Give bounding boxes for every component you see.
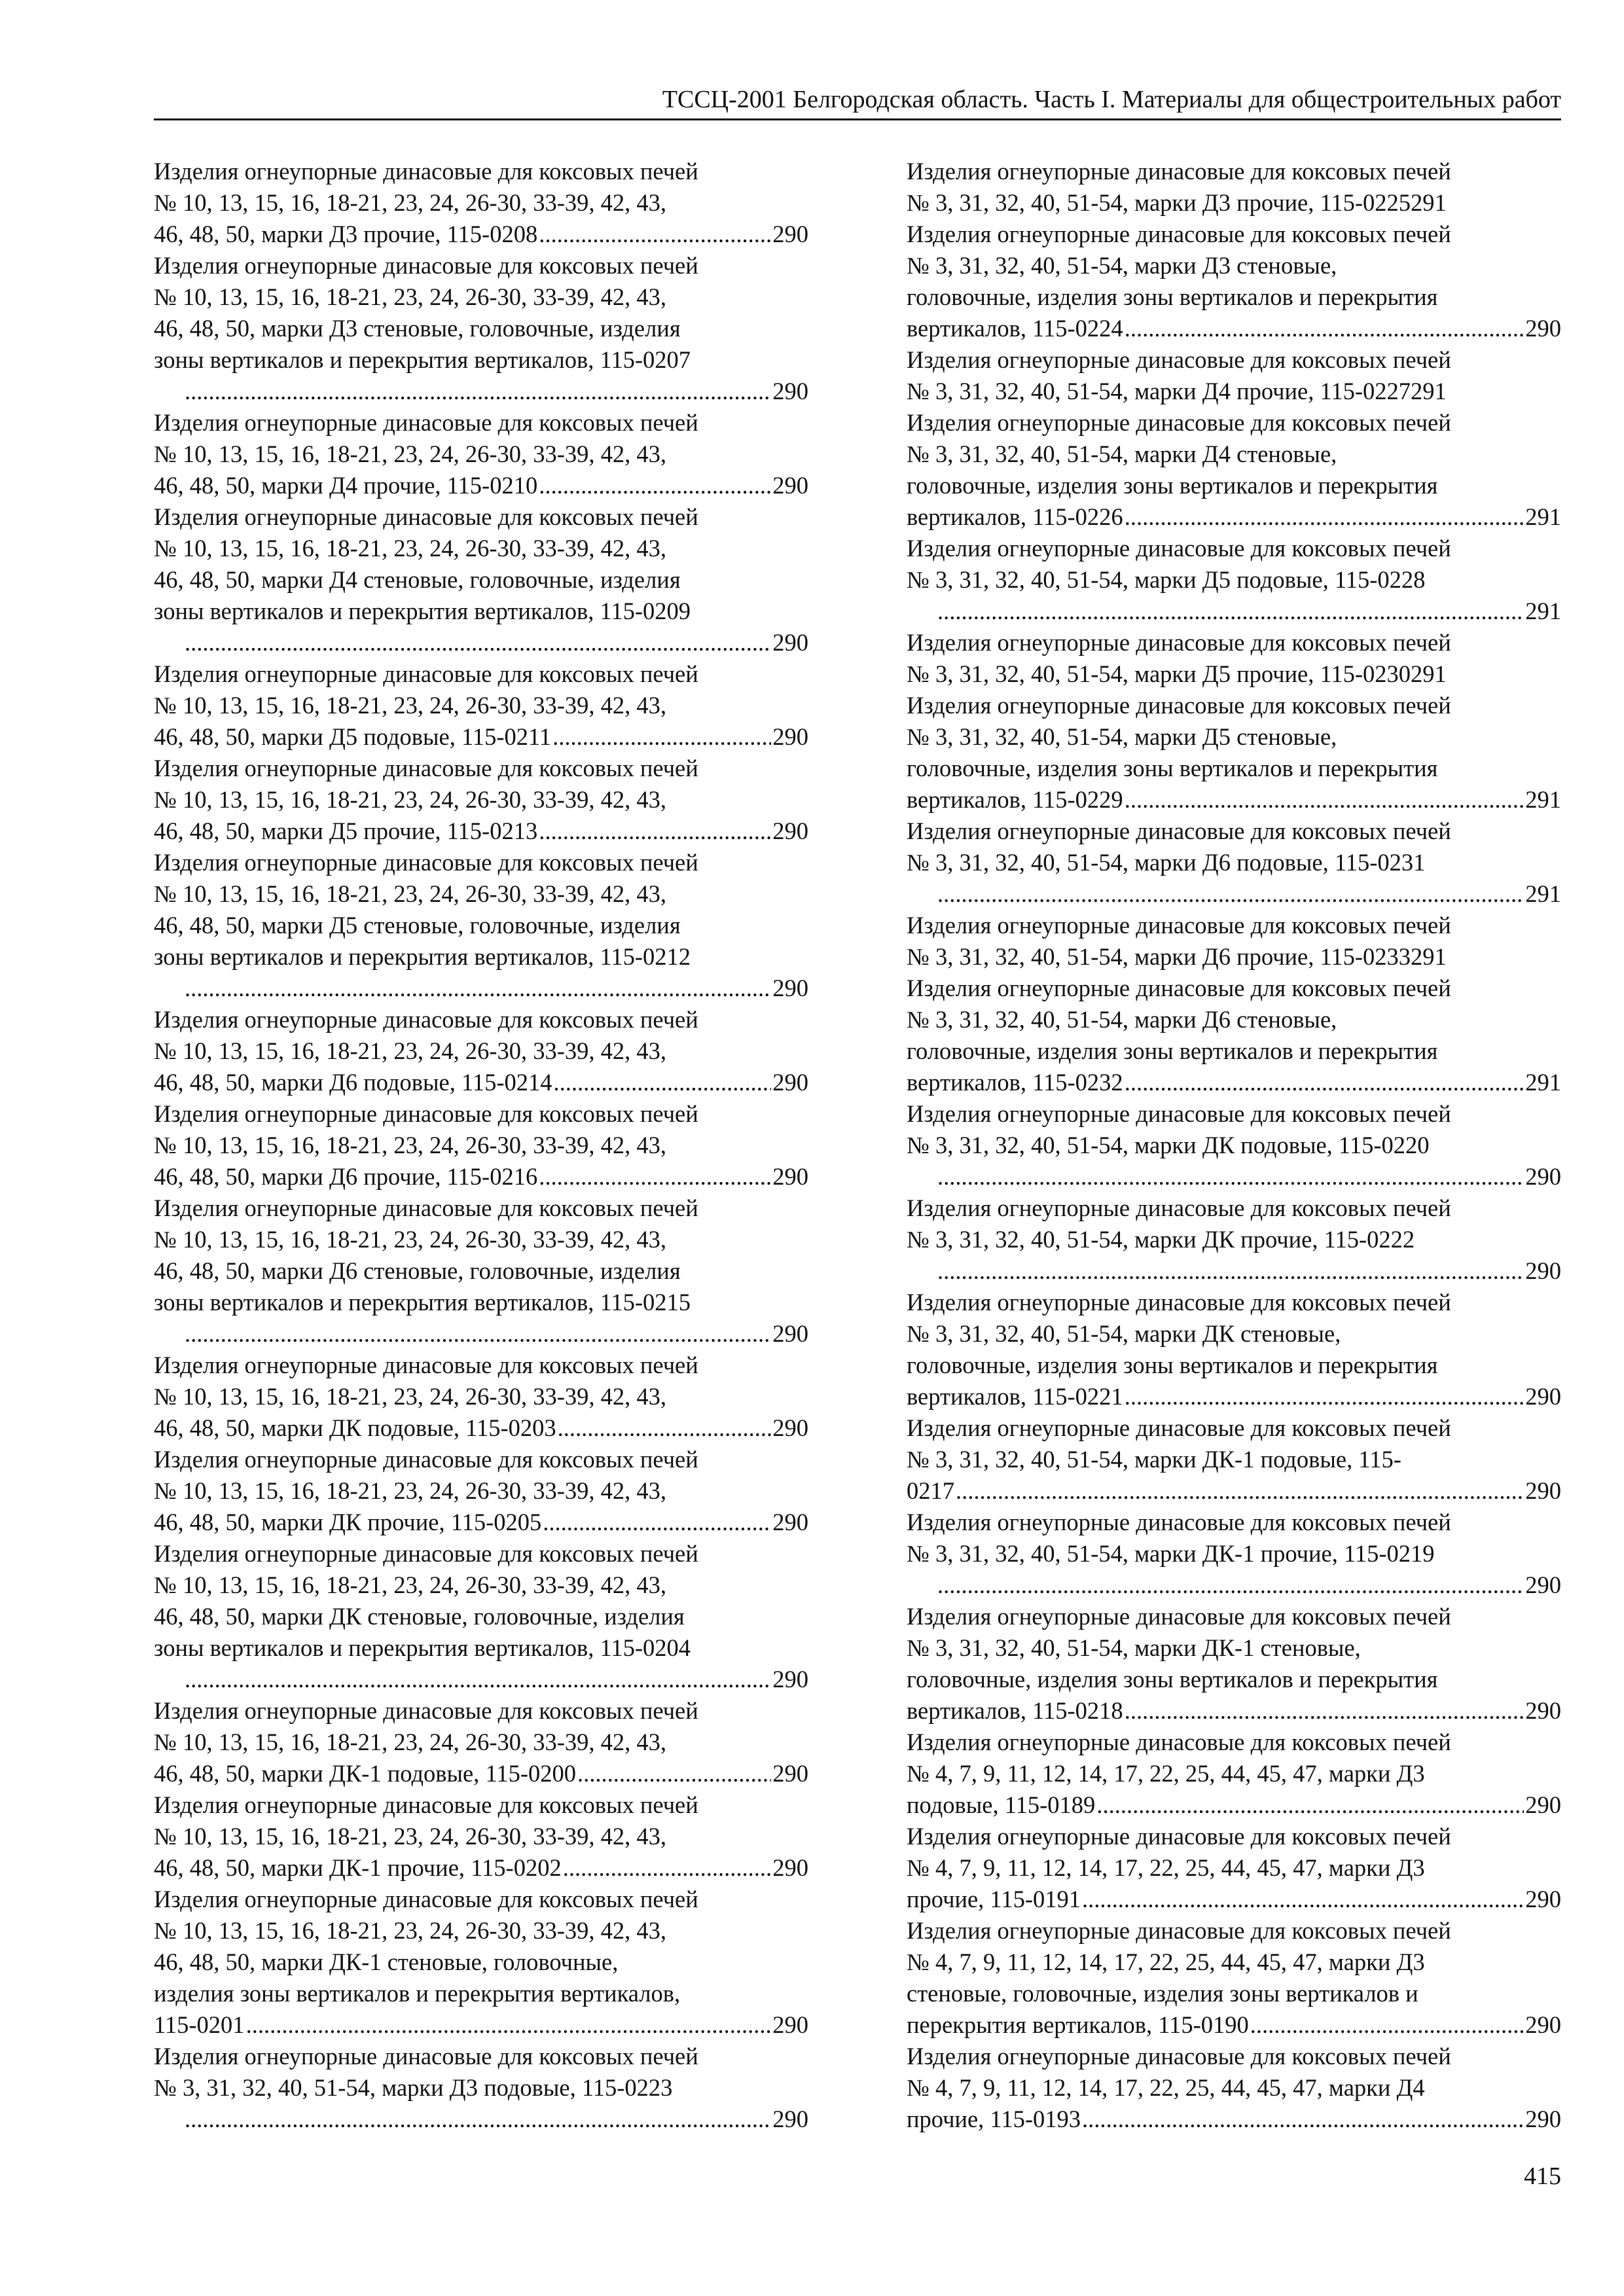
entry-line: головочные, изделия зоны вертикалов и перекрытия (907, 1352, 1438, 1378)
entry-line: Изделия огнеупорные динасовые для коксовых печей (907, 912, 1451, 939)
index-entry (907, 533, 1561, 627)
index-entry (907, 156, 1561, 219)
entry-line: 46, 48, 50, марки ДК-1 стеновые, головочные, (154, 1948, 619, 1975)
dot-leader (1125, 1381, 1525, 1412)
entry-line: Изделия огнеупорные динасовые для коксовых печей (907, 1729, 1451, 1755)
entry-line: зоны вертикалов и перекрытия вертикалов, 115-0209 (154, 598, 691, 624)
entry-page-number: 290 (772, 1163, 808, 1190)
dot-leader (539, 1161, 771, 1193)
entry-page-number: 290 (772, 221, 808, 247)
index-entry (907, 1412, 1561, 1507)
index-entry (907, 1507, 1561, 1601)
entry-line: 46, 48, 50, марки Д6 прочие, 115-0216 (154, 1163, 538, 1190)
index-entry (907, 2041, 1561, 2135)
entry-leader-line (154, 721, 808, 753)
entry-line: № 3, 31, 32, 40, 51-54, марки ДК-1 прочие, 115-0219 (907, 1540, 1435, 1567)
entry-line: зоны вертикалов и перекрытия вертикалов, 115-0204 (154, 1634, 691, 1661)
entry-line: стеновые, головочные, изделия зоны вертикалов и (907, 1980, 1418, 2007)
entry-leader-line (154, 1067, 808, 1098)
index-entry (907, 1821, 1561, 1915)
entry-line: вертикалов, 115-0224 (907, 315, 1123, 342)
entry-page-number: 290 (1525, 1697, 1561, 1724)
entry-line: Изделия огнеупорные динасовые для коксовых печей (907, 346, 1451, 373)
entry-line: 46, 48, 50, марки ДК-1 прочие, 115-0202 (154, 1854, 562, 1881)
index-column-right (907, 156, 1561, 2135)
entry-page-number: 290 (1525, 2011, 1561, 2038)
entry-line: 46, 48, 50, марки Д4 прочие, 115-0210 (154, 472, 538, 499)
entry-line: № 3, 31, 32, 40, 51-54, марки Д6 прочие, 115-0233291 (907, 943, 1447, 970)
entry-page-number: 290 (772, 2106, 808, 2132)
entry-line: № 10, 13, 15, 16, 18-21, 23, 24, 26-30, 33-39, 42, 43, (154, 1823, 667, 1850)
entry-line: № 3, 31, 32, 40, 51-54, марки Д5 прочие, 115-0230291 (907, 660, 1447, 687)
entry-line: перекрытия вертикалов, 115-0190 (907, 2011, 1249, 2038)
entry-line: Изделия огнеупорные динасовые для коксовых печей (907, 2043, 1451, 2070)
entry-line: № 3, 31, 32, 40, 51-54, марки Д6 подовые, 115-0231 (907, 849, 1426, 876)
entry-line: № 10, 13, 15, 16, 18-21, 23, 24, 26-30, 33-39, 42, 43, (154, 692, 667, 719)
entry-line: Изделия огнеупорные динасовые для коксовых печей (907, 1917, 1451, 1944)
entry-line: головочные, изделия зоны вертикалов и перекрытия (907, 1666, 1438, 1693)
dot-leader (577, 1758, 771, 1789)
dot-leader (1082, 1884, 1524, 1915)
entry-line: № 10, 13, 15, 16, 18-21, 23, 24, 26-30, 33-39, 42, 43, (154, 1477, 667, 1504)
entry-line: Изделия огнеупорные динасовые для коксовых печей (907, 1414, 1451, 1441)
entry-line: вертикалов, 115-0221 (907, 1383, 1123, 1410)
entry-leader-line (907, 1789, 1561, 1821)
dot-leader (937, 878, 1524, 910)
entry-line: 46, 48, 50, марки Д6 стеновые, головочные, изделия (154, 1257, 681, 1284)
dot-leader (1125, 501, 1525, 533)
entry-line: 46, 48, 50, марки Д6 подовые, 115-0214 (154, 1069, 552, 1096)
index-entry (154, 2041, 808, 2135)
index-entry (154, 156, 808, 250)
entry-line: Изделия огнеупорные динасовые для коксовых печей (907, 1289, 1451, 1316)
entry-line: головочные, изделия зоны вертикалов и перекрытия (907, 283, 1438, 310)
entry-page-number: 290 (1525, 1886, 1561, 1912)
entry-leader-line (183, 2104, 808, 2135)
entry-leader-line (936, 1255, 1561, 1287)
index-entry (907, 627, 1561, 690)
index-entry (154, 1193, 808, 1350)
entry-line: № 4, 7, 9, 11, 12, 14, 17, 22, 25, 44, 45, 47, марки Д3 (907, 1948, 1425, 1975)
entry-leader-line (936, 1161, 1561, 1193)
entry-line: головочные, изделия зоны вертикалов и перекрытия (907, 1037, 1438, 1064)
dot-leader (1125, 1695, 1525, 1727)
index-entry (154, 1098, 808, 1193)
index-entry (154, 1538, 808, 1695)
entry-leader-line (907, 784, 1561, 816)
entry-line: № 3, 31, 32, 40, 51-54, марки ДК-1 стеновые, (907, 1634, 1361, 1661)
entry-line: Изделия огнеупорные динасовые для коксовых печей (154, 1791, 698, 1818)
entry-line: Изделия огнеупорные динасовые для коксовых печей (154, 158, 698, 185)
entry-line: 0217 (907, 1477, 954, 1504)
entry-leader-line (154, 1852, 808, 1884)
entry-leader-line (907, 1884, 1561, 1915)
index-entry (907, 1727, 1561, 1821)
index-entry (907, 219, 1561, 344)
entry-line: Изделия огнеупорные динасовые для коксовых печей (907, 221, 1451, 247)
entry-line: № 3, 31, 32, 40, 51-54, марки ДК стеновые, (907, 1320, 1341, 1347)
entry-page-number: 290 (1525, 1163, 1561, 1190)
header-rule (154, 118, 1561, 120)
entry-line: 46, 48, 50, марки Д4 стеновые, головочные, изделия (154, 566, 681, 593)
entry-line: Изделия огнеупорные динасовые для коксовых печей (154, 1540, 698, 1567)
entry-line: № 3, 31, 32, 40, 51-54, марки Д5 подовые, 115-0228 (907, 566, 1426, 593)
dot-leader (185, 973, 771, 1004)
entry-line: 46, 48, 50, марки Д5 подовые, 115-0211 (154, 723, 552, 750)
dot-leader (937, 1570, 1524, 1601)
entry-line: № 10, 13, 15, 16, 18-21, 23, 24, 26-30, 33-39, 42, 43, (154, 189, 667, 216)
index-entry (154, 753, 808, 847)
entry-line: Изделия огнеупорные динасовые для коксовых печей (154, 755, 698, 781)
entry-line: зоны вертикалов и перекрытия вертикалов, 115-0215 (154, 1289, 691, 1316)
entry-line: изделия зоны вертикалов и перекрытия вертикалов, (154, 1980, 681, 2007)
entry-line: зоны вертикалов и перекрытия вертикалов, 115-0212 (154, 943, 691, 970)
entry-page-number: 290 (772, 723, 808, 750)
entry-line: Изделия огнеупорные динасовые для коксовых печей (907, 1509, 1451, 1535)
entry-page-number: 291 (1525, 880, 1561, 907)
entry-line: Изделия огнеупорные динасовые для коксовых печей (154, 1352, 698, 1378)
dot-leader (554, 1067, 772, 1098)
entry-page-number: 290 (1525, 1791, 1561, 1818)
entry-line: 46, 48, 50, марки ДК-1 подовые, 115-0200 (154, 1760, 577, 1787)
index-entry (907, 1287, 1561, 1412)
entry-line: головочные, изделия зоны вертикалов и перекрытия (907, 472, 1438, 499)
entry-leader-line (907, 313, 1561, 344)
entry-line: подовые, 115-0189 (907, 1791, 1096, 1818)
entry-line: Изделия огнеупорные динасовые для коксовых печей (154, 660, 698, 687)
entry-line: № 10, 13, 15, 16, 18-21, 23, 24, 26-30, 33-39, 42, 43, (154, 1132, 667, 1158)
entry-line: № 3, 31, 32, 40, 51-54, марки ДК-1 подовые, 115- (907, 1446, 1401, 1473)
entry-leader-line (183, 1664, 808, 1695)
entry-line: № 3, 31, 32, 40, 51-54, марки Д4 стеновые, (907, 440, 1337, 467)
entry-line: № 10, 13, 15, 16, 18-21, 23, 24, 26-30, 33-39, 42, 43, (154, 786, 667, 813)
entry-leader-line (154, 1507, 808, 1538)
running-header: ТССЦ-2001 Белгородская область. Часть I. Материалы для общестроительных работ (662, 86, 1561, 113)
entry-line: Изделия огнеупорные динасовые для коксовых печей (154, 503, 698, 530)
index-entry (907, 1915, 1561, 2041)
entry-line: № 10, 13, 15, 16, 18-21, 23, 24, 26-30, 33-39, 42, 43, (154, 1383, 667, 1410)
entry-line: Изделия огнеупорные динасовые для коксовых печей (907, 817, 1451, 844)
entry-line: № 3, 31, 32, 40, 51-54, марки Д4 прочие, 115-0227291 (907, 378, 1447, 404)
entry-line: вертикалов, 115-0229 (907, 786, 1123, 813)
entry-line: № 3, 31, 32, 40, 51-54, марки Д6 стеновые, (907, 1006, 1337, 1033)
entry-line: Изделия огнеупорные динасовые для коксовых печей (907, 1100, 1451, 1127)
entry-leader-line (154, 816, 808, 847)
index-entry (154, 1350, 808, 1444)
entry-line: № 10, 13, 15, 16, 18-21, 23, 24, 26-30, 33-39, 42, 43, (154, 283, 667, 310)
entry-line: № 3, 31, 32, 40, 51-54, марки Д5 стеновые, (907, 723, 1337, 750)
entry-leader-line (183, 1318, 808, 1350)
entry-page-number: 290 (772, 472, 808, 499)
index-entry (154, 1884, 808, 2041)
entry-line: № 10, 13, 15, 16, 18-21, 23, 24, 26-30, 33-39, 42, 43, (154, 1037, 667, 1064)
index-entry (907, 344, 1561, 407)
entry-line: вертикалов, 115-0226 (907, 503, 1123, 530)
entry-line: № 4, 7, 9, 11, 12, 14, 17, 22, 25, 44, 45, 47, марки Д3 (907, 1854, 1425, 1881)
entry-line: Изделия огнеупорные динасовые для коксовых печей (907, 629, 1451, 656)
entry-page-number: 290 (772, 1069, 808, 1096)
entry-line: № 3, 31, 32, 40, 51-54, марки Д3 стеновые, (907, 252, 1337, 279)
dot-leader (543, 1507, 771, 1538)
dot-leader (185, 376, 771, 407)
entry-page-number: 290 (772, 975, 808, 1001)
entry-line: Изделия огнеупорные динасовые для коксовых печей (907, 535, 1451, 562)
entry-page-number: 290 (1525, 1571, 1561, 1598)
entry-page-number: 290 (1525, 2106, 1561, 2132)
entry-leader-line (936, 596, 1561, 627)
entry-line: Изделия огнеупорные динасовые для коксовых печей (154, 2043, 698, 2070)
dot-leader (539, 470, 771, 501)
entry-line: 46, 48, 50, марки Д3 стеновые, головочные, изделия (154, 315, 681, 342)
entry-line: Изделия огнеупорные динасовые для коксовых печей (907, 975, 1451, 1001)
entry-line: 46, 48, 50, марки ДК прочие, 115-0205 (154, 1509, 542, 1535)
entry-leader-line (907, 1475, 1561, 1507)
entry-line: головочные, изделия зоны вертикалов и перекрытия (907, 755, 1438, 781)
entry-page-number: 290 (772, 629, 808, 656)
entry-line: № 10, 13, 15, 16, 18-21, 23, 24, 26-30, 33-39, 42, 43, (154, 880, 667, 907)
entry-line: № 10, 13, 15, 16, 18-21, 23, 24, 26-30, 33-39, 42, 43, (154, 535, 667, 562)
index-entry (907, 816, 1561, 910)
index-entry (907, 1601, 1561, 1727)
entry-line: вертикалов, 115-0218 (907, 1697, 1123, 1724)
dot-leader (1125, 313, 1525, 344)
entry-leader-line (154, 2009, 808, 2041)
entry-line: № 3, 31, 32, 40, 51-54, марки ДК прочие, 115-0222 (907, 1226, 1415, 1253)
entry-page-number: 290 (772, 1509, 808, 1535)
entry-line: Изделия огнеупорные динасовые для коксовых печей (907, 409, 1451, 436)
dot-leader (185, 1664, 771, 1695)
index-entry (907, 1193, 1561, 1287)
dot-leader (185, 2104, 771, 2135)
entry-line: Изделия огнеупорные динасовые для коксовых печей (907, 158, 1451, 185)
entry-line: Изделия огнеупорные динасовые для коксовых печей (907, 692, 1451, 719)
index-entry (907, 690, 1561, 816)
dot-leader (552, 721, 771, 753)
entry-line: Изделия огнеупорные динасовые для коксовых печей (154, 409, 698, 436)
entry-leader-line (154, 1412, 808, 1444)
entry-page-number: 290 (772, 378, 808, 404)
index-entry (907, 407, 1561, 533)
dot-leader (1082, 2104, 1524, 2135)
dot-leader (937, 596, 1524, 627)
dot-leader (539, 219, 771, 250)
entry-line: 46, 48, 50, марки Д5 прочие, 115-0213 (154, 817, 538, 844)
entry-leader-line (154, 470, 808, 501)
index-entry (154, 250, 808, 407)
entry-line: вертикалов, 115-0232 (907, 1069, 1123, 1096)
entry-leader-line (154, 1161, 808, 1193)
entry-page-number: 290 (772, 1414, 808, 1441)
entry-leader-line (183, 973, 808, 1004)
entry-line: № 4, 7, 9, 11, 12, 14, 17, 22, 25, 44, 45, 47, марки Д3 (907, 1760, 1425, 1787)
entry-page-number: 290 (772, 817, 808, 844)
entry-line: № 10, 13, 15, 16, 18-21, 23, 24, 26-30, 33-39, 42, 43, (154, 1917, 667, 1944)
dot-leader (539, 816, 771, 847)
entry-line: Изделия огнеупорные динасовые для коксовых печей (154, 1446, 698, 1473)
entry-leader-line (907, 1381, 1561, 1412)
entry-line: Изделия огнеупорные динасовые для коксовых печей (154, 1006, 698, 1033)
index-entry (154, 1695, 808, 1789)
entry-line: 46, 48, 50, марки ДК стеновые, головочные, изделия (154, 1603, 685, 1630)
entry-line: прочие, 115-0191 (907, 1886, 1081, 1912)
entry-line: № 3, 31, 32, 40, 51-54, марки ДК подовые, 115-0220 (907, 1132, 1430, 1158)
index-entry (907, 1098, 1561, 1193)
dot-leader (185, 627, 771, 658)
entry-page-number: 290 (772, 1854, 808, 1881)
entry-leader-line (183, 627, 808, 658)
index-entry (154, 501, 808, 658)
entry-line: 46, 48, 50, марки ДК подовые, 115-0203 (154, 1414, 556, 1441)
entry-page-number: 290 (772, 1760, 808, 1787)
entry-page-number: 291 (1525, 786, 1561, 813)
entry-leader-line (907, 2104, 1561, 2135)
entry-line: № 4, 7, 9, 11, 12, 14, 17, 22, 25, 44, 45, 47, марки Д4 (907, 2074, 1425, 2101)
entry-line: Изделия огнеупорные динасовые для коксовых печей (907, 1603, 1451, 1630)
index-entry (907, 910, 1561, 973)
index-entry (154, 1444, 808, 1538)
entry-leader-line (907, 1695, 1561, 1727)
entry-line: 115-0201 (154, 2011, 245, 2038)
entry-page-number: 291 (1525, 1069, 1561, 1096)
index-entry (907, 973, 1561, 1098)
entry-line: № 10, 13, 15, 16, 18-21, 23, 24, 26-30, 33-39, 42, 43, (154, 1729, 667, 1755)
dot-leader (1125, 1067, 1525, 1098)
entry-line: Изделия огнеупорные динасовые для коксовых печей (907, 1823, 1451, 1850)
dot-leader (937, 1161, 1524, 1193)
dot-leader (1125, 784, 1525, 816)
entry-line: Изделия огнеупорные динасовые для коксовых печей (154, 1886, 698, 1912)
entry-line: Изделия огнеупорные динасовые для коксовых печей (154, 1100, 698, 1127)
entry-line: № 3, 31, 32, 40, 51-54, марки Д3 прочие, 115-0225291 (907, 189, 1447, 216)
entry-line: № 3, 31, 32, 40, 51-54, марки Д3 подовые, 115-0223 (154, 2074, 673, 2101)
entry-page-number: 291 (1525, 503, 1561, 530)
entry-leader-line (154, 1758, 808, 1789)
dot-leader (246, 2009, 772, 2041)
entry-leader-line (907, 2009, 1561, 2041)
entry-line: прочие, 115-0193 (907, 2106, 1081, 2132)
dot-leader (937, 1255, 1524, 1287)
index-entry (154, 658, 808, 753)
entry-page-number: 290 (1525, 315, 1561, 342)
entry-leader-line (907, 1067, 1561, 1098)
entry-page-number: 290 (772, 1666, 808, 1693)
entry-line: 46, 48, 50, марки Д3 прочие, 115-0208 (154, 221, 538, 247)
index-column-left (154, 156, 808, 2135)
index-entry (154, 407, 808, 501)
entry-line: зоны вертикалов и перекрытия вертикалов, 115-0207 (154, 346, 691, 373)
index-entry (154, 1004, 808, 1098)
dot-leader (185, 1318, 771, 1350)
entry-page-number: 290 (1525, 1477, 1561, 1504)
entry-line: Изделия огнеупорные динасовые для коксовых печей (154, 849, 698, 876)
entry-leader-line (183, 376, 808, 407)
entry-page-number: 291 (1525, 598, 1561, 624)
entry-line: Изделия огнеупорные динасовые для коксовых печей (154, 1697, 698, 1724)
dot-leader (1250, 2009, 1524, 2041)
entry-leader-line (154, 219, 808, 250)
entry-leader-line (936, 878, 1561, 910)
entry-page-number: 290 (772, 2011, 808, 2038)
entry-page-number: 290 (1525, 1257, 1561, 1284)
dot-leader (563, 1852, 772, 1884)
entry-page-number: 290 (772, 1320, 808, 1347)
entry-line: Изделия огнеупорные динасовые для коксовых печей (154, 1194, 698, 1221)
dot-leader (1096, 1789, 1524, 1821)
dot-leader (558, 1412, 772, 1444)
entry-line: № 10, 13, 15, 16, 18-21, 23, 24, 26-30, 33-39, 42, 43, (154, 1571, 667, 1598)
entry-leader-line (936, 1570, 1561, 1601)
index-entry (154, 847, 808, 1004)
entry-line: 46, 48, 50, марки Д5 стеновые, головочные, изделия (154, 912, 681, 939)
entry-line: Изделия огнеупорные динасовые для коксовых печей (907, 1194, 1451, 1221)
index-entry (154, 1789, 808, 1884)
dot-leader (956, 1475, 1524, 1507)
page-number: 415 (1524, 2162, 1561, 2190)
entry-leader-line (907, 501, 1561, 533)
entry-line: № 10, 13, 15, 16, 18-21, 23, 24, 26-30, 33-39, 42, 43, (154, 440, 667, 467)
entry-page-number: 290 (1525, 1383, 1561, 1410)
entry-line: № 10, 13, 15, 16, 18-21, 23, 24, 26-30, 33-39, 42, 43, (154, 1226, 667, 1253)
entry-line: Изделия огнеупорные динасовые для коксовых печей (154, 252, 698, 279)
